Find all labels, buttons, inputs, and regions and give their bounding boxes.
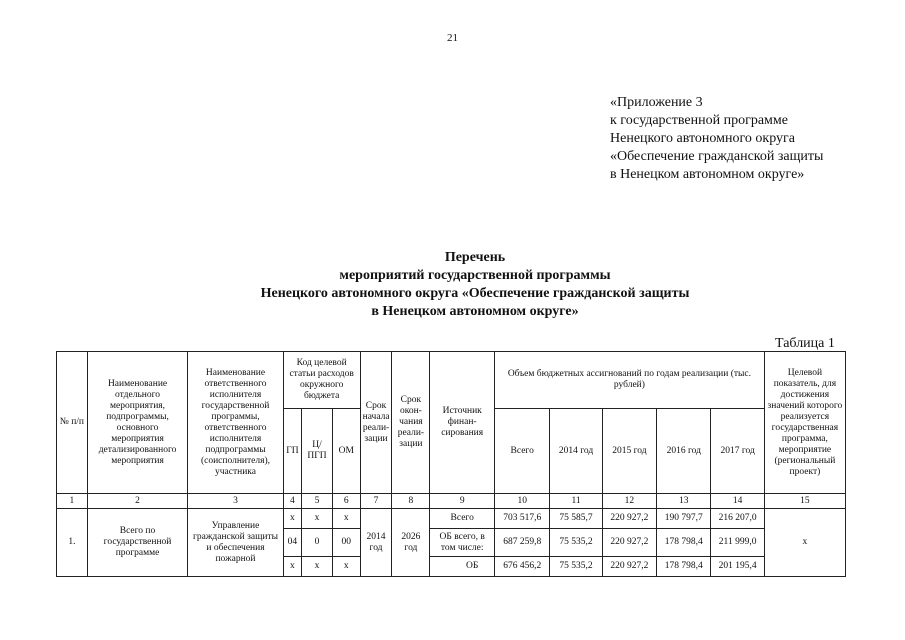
cell-om: х (332, 557, 360, 577)
column-number: 2 (87, 494, 188, 509)
row-name: Всего по государственной программе (87, 509, 188, 577)
header-cpgp: Ц/ ПГП (302, 409, 333, 494)
cell-2014: 75 535,2 (550, 529, 602, 557)
appendix-line: «Обеспечение гражданской защиты (610, 149, 824, 164)
column-number: 1 (57, 494, 88, 509)
header-2017: 2017 год (711, 409, 764, 494)
header-om: ОМ (332, 409, 360, 494)
title-line: Перечень (444, 250, 506, 265)
column-number: 10 (495, 494, 550, 509)
cell-2016: 178 798,4 (657, 557, 711, 577)
cell-2015: 220 927,2 (602, 509, 656, 529)
title-line: мероприятий государственной программы (339, 268, 611, 283)
cell-gp: 04 (283, 529, 301, 557)
cell-2017: 216 207,0 (711, 509, 764, 529)
header-executor: Наименование ответственного исполнителя государственной программы, ответственного исполнителя подпрограммы (соисполнителя), участника (188, 352, 283, 494)
cell-2016: 178 798,4 (657, 529, 711, 557)
column-number: 4 (283, 494, 301, 509)
header-2016: 2016 год (657, 409, 711, 494)
header-source: Источник финан-сирования (430, 352, 495, 494)
column-number: 15 (764, 494, 845, 509)
row-end: 2026 год (392, 509, 430, 577)
column-number: 11 (550, 494, 602, 509)
cell-2017: 201 195,4 (711, 557, 764, 577)
cell-om: х (332, 509, 360, 529)
row-executor: Управление гражданской защиты и обеспечения пожарной (188, 509, 283, 577)
appendix-line: Ненецкого автономного округа (610, 131, 795, 146)
column-number-row (57, 494, 846, 509)
column-number: 5 (302, 494, 333, 509)
cell-2017: 211 999,0 (711, 529, 764, 557)
cell-gp: х (283, 557, 301, 577)
cell-om: 00 (332, 529, 360, 557)
cell-2016: 190 797,7 (657, 509, 711, 529)
title-line: в Ненецком автономном округе» (371, 304, 579, 319)
appendix-line: в Ненецком автономном округе» (610, 167, 805, 182)
appendix-line: «Приложение 3 (610, 95, 703, 110)
column-number: 3 (188, 494, 283, 509)
column-number: 8 (392, 494, 430, 509)
cell-total: 687 259,8 (495, 529, 550, 557)
column-number: 7 (360, 494, 392, 509)
header-2015: 2015 год (602, 409, 656, 494)
header-total: Всего (495, 409, 550, 494)
cell-total: 703 517,6 (495, 509, 550, 529)
header-start: Срок начала реали-зации (360, 352, 392, 494)
cell-source: ОБ всего, в том числе: (430, 529, 495, 557)
row-num: 1. (57, 509, 88, 577)
cell-source: ОБ (430, 557, 495, 577)
column-number: 13 (657, 494, 711, 509)
header-gp: ГП (283, 409, 301, 494)
appendix-line: к государственной программе (610, 113, 788, 128)
cell-cpgp: 0 (302, 529, 333, 557)
cell-2015: 220 927,2 (602, 529, 656, 557)
table-row (57, 509, 846, 529)
column-number: 9 (430, 494, 495, 509)
row-start: 2014 год (360, 509, 392, 577)
measures-table (56, 351, 846, 577)
header-num: № п/п (57, 352, 88, 494)
document-title (0, 249, 905, 321)
cell-source: Всего (430, 509, 495, 529)
header-budget-group: Объем бюджетных ассигнований по годам реализации (тыс. рублей) (495, 352, 765, 409)
header-2014: 2014 год (550, 409, 602, 494)
cell-2014: 75 585,7 (550, 509, 602, 529)
column-number: 12 (602, 494, 656, 509)
cell-cpgp: х (302, 557, 333, 577)
cell-total: 676 456,2 (495, 557, 550, 577)
column-number: 6 (332, 494, 360, 509)
header-code-group: Код целевой статьи расходов окружного бюджета (283, 352, 360, 409)
cell-2014: 75 535,2 (550, 557, 602, 577)
cell-cpgp: х (302, 509, 333, 529)
table-label: Таблица 1 (775, 336, 835, 351)
header-name: Наименование отдельного мероприятия, подпрограммы, основного мероприятия детализированного мероприятия (87, 352, 188, 494)
appendix-note (610, 94, 823, 184)
title-line: Ненецкого автономного округа «Обеспечение гражданской защиты (260, 286, 690, 301)
page-number: 21 (447, 32, 458, 44)
header-target: Целевой показатель, для достижения значений которого реализуется государственная программа, мероприятие (региональный проект) (764, 352, 845, 494)
cell-2015: 220 927,2 (602, 557, 656, 577)
row-target: х (764, 509, 845, 577)
cell-gp: х (283, 509, 301, 529)
header-end: Срок окон-чания реали-зации (392, 352, 430, 494)
column-number: 14 (711, 494, 764, 509)
